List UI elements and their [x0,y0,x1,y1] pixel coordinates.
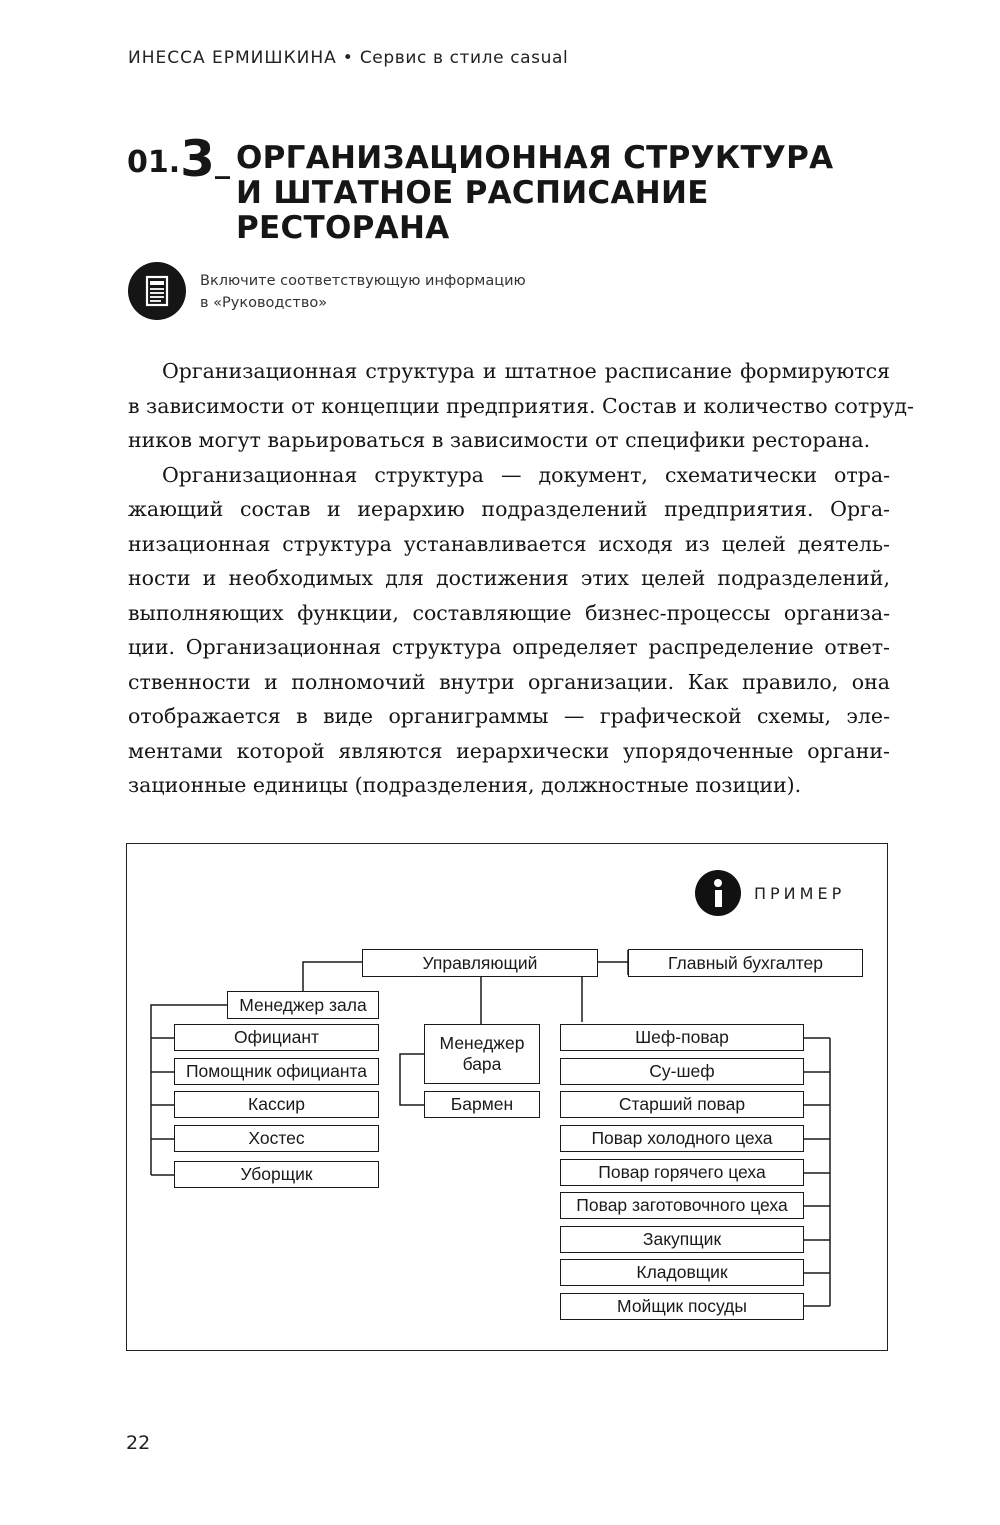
org-box-bar-staff: Бармен [424,1091,540,1118]
page-number: 22 [126,1432,151,1454]
org-box-kitchen-staff: Повар холодного цеха [560,1125,804,1152]
text-line: Организационная структура и штатное расписание формируются [162,359,890,383]
text-line: жающий состав и иерархию подразделений предприятия. Орга- [128,497,890,521]
org-box-hall-staff: Официант [174,1024,379,1051]
guide-note-line: Включите соответствующую информацию [200,273,526,289]
chapter-prefix: 01. [127,145,181,180]
org-box-accountant: Главный бухгалтер [628,949,863,977]
text-line: ников могут варьироваться в зависимости от специфики ресторана. [128,428,871,452]
org-box-kitchen-staff: Закупщик [560,1226,804,1253]
example-label: ПРИМЕР [754,884,846,903]
chapter-digit: 3 [180,130,215,188]
chapter-title-line: РЕСТОРАНА [236,210,450,246]
org-box-hall-staff: Хостес [174,1125,379,1152]
org-box-bar-manager: Менеджер бара [424,1024,540,1084]
org-box-kitchen-staff: Повар заготовочного цеха [560,1192,804,1219]
chapter-title-line: И ШТАТНОЕ РАСПИСАНИЕ [236,175,709,211]
org-box-hall-staff: Помощник официанта [174,1058,379,1085]
text-line: отображается в виде органиграммы — графической схемы, эле- [128,704,890,728]
chapter-underscore: _ [214,145,230,180]
text-line: ности и необходимых для достижения этих целей подразделений, [128,566,890,590]
header-separator: • [342,48,354,68]
chapter-title-line: ОРГАНИЗАЦИОННАЯ СТРУКТУРА [236,140,834,176]
text-line: выполняющих функции, составляющие бизнес-процессы организа- [128,600,890,625]
text-line: в зависимости от концепции предприятия. Состав и количество сотруд- [128,393,914,418]
org-box-kitchen-staff: Кладовщик [560,1259,804,1286]
text-line: ции. Организационная структура определяет распределение ответ- [128,635,890,659]
org-box-kitchen-staff: Мойщик посуды [560,1293,804,1320]
header-book-title: Сервис в стиле casual [359,48,569,68]
org-box-kitchen-staff: Старший повар [560,1091,804,1118]
guide-note-line: в «Руководство» [200,295,328,311]
text-line: ментами которой являются иерархически упорядоченные органи- [128,738,890,763]
org-box-hall-staff: Кассир [174,1091,379,1118]
text-line: Организационная структура — документ, схематически отра- [162,462,890,487]
text-line: низационная структура устанавливается исходя из целей деятель- [128,531,890,556]
text-line: ственности и полномочий внутри организации. Как правило, она [128,669,890,694]
org-box-kitchen-staff: Шеф-повар [560,1024,804,1051]
org-box-kitchen-staff: Повар горячего цеха [560,1159,804,1186]
header-author: ИНЕССА ЕРМИШКИНА [128,48,337,68]
org-box-manager: Управляющий [362,949,598,977]
org-box-kitchen-staff: Су-шеф [560,1058,804,1085]
org-box-hall-manager: Менеджер зала [227,991,379,1019]
org-box-hall-staff: Уборщик [174,1161,379,1188]
text-line: зационные единицы (подразделения, должностные позиции). [128,773,802,797]
